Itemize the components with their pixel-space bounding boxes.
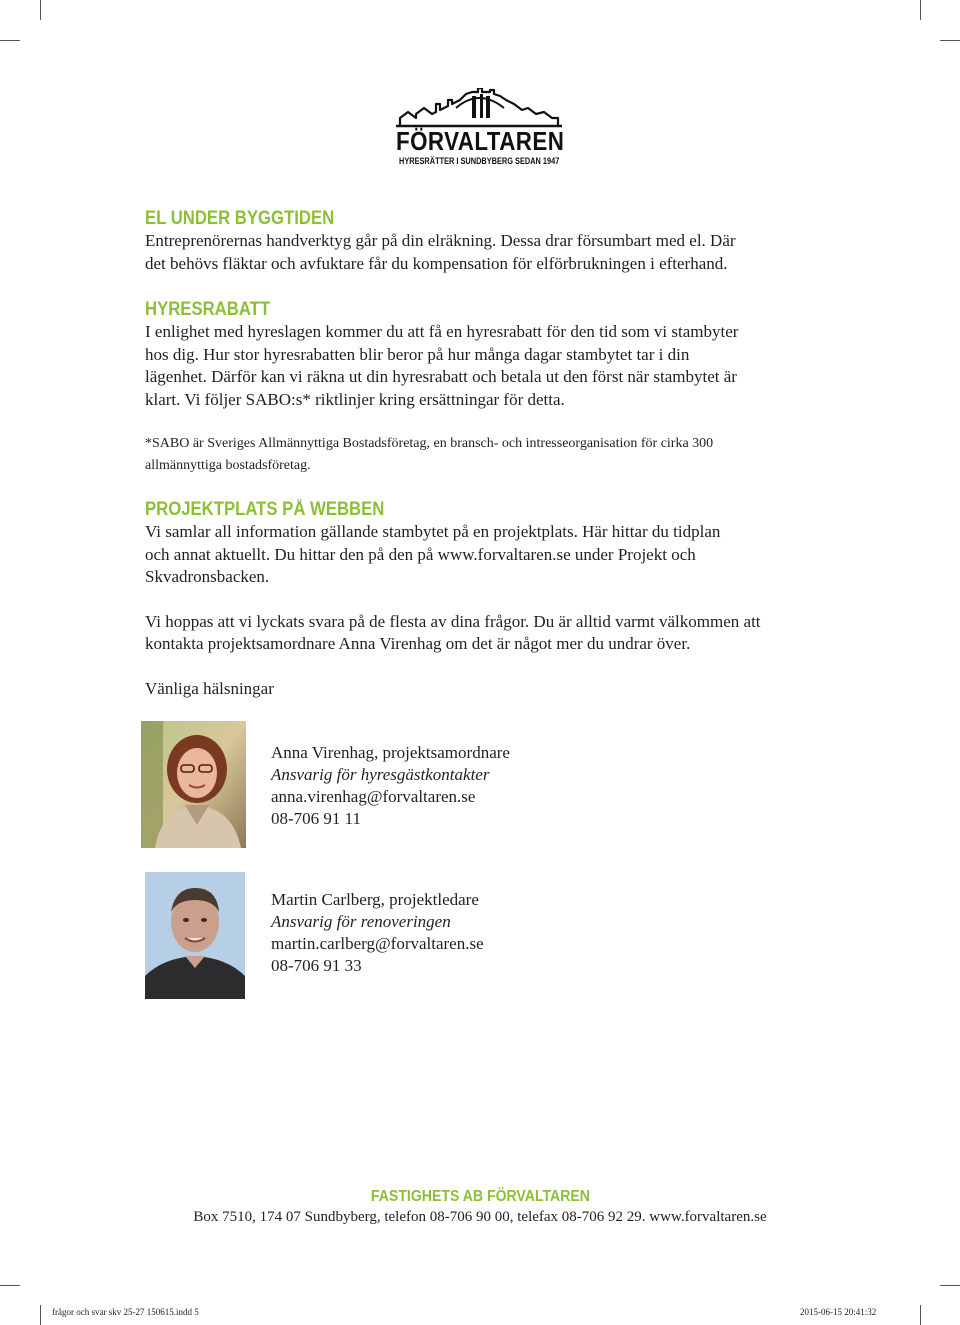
text-line: och annat aktuellt. Du hittar den på den på www.forvaltaren.se under Projekt och [145, 544, 696, 564]
print-slug-file: frågor och svar skv 25-27 150615.indd 5 [52, 1307, 199, 1317]
contact-role: Ansvarig för hyresgästkontakter [271, 765, 490, 784]
section-heading-projektplats: PROJEKTPLATS PÅ WEBBEN [145, 499, 385, 520]
portrait-photo-icon [141, 721, 246, 848]
text-line: allmännyttiga bostadsföretag. [145, 458, 311, 473]
text-line: Skvadronsbacken. [145, 567, 270, 586]
contact-details [271, 889, 484, 977]
text-line: *SABO är Sveriges Allmännyttiga Bostadsföretag, en bransch- och intresseorganisation för cirka 300 [145, 436, 714, 451]
text-line: klart. Vi följer SABO:s* riktlinjer kring ersättningar för detta. [145, 389, 565, 409]
contact-phone: 08-706 91 11 [271, 809, 362, 828]
text-line: Vi samlar all information gällande stambytet på en projektplats. Här hittar du tidplan [145, 522, 721, 541]
footer-company-name: FASTIGHETS AB FÖRVALTAREN [370, 1188, 590, 1205]
crop-mark [0, 1285, 20, 1286]
avatar [145, 872, 245, 999]
text-line: hos dig. Hur stor hyresrabatten blir beror på hur många dagar stambytet tar i din [145, 344, 690, 364]
skyline-icon [396, 88, 562, 130]
contact-details [271, 742, 510, 830]
text-line: I enlighet med hyreslagen kommer du att få en hyresrabatt för den tid som vi stambyter [145, 322, 739, 341]
crop-mark [940, 40, 960, 41]
text-line: det behövs fläktar och avfuktare får du kompensation för elförbrukningen i efterhand. [145, 253, 728, 273]
greeting: Vänliga hälsningar [145, 678, 274, 698]
crop-mark [40, 1305, 41, 1325]
footer-address: Box 7510, 174 07 Sundbyberg, telefon 08-706 90 00, telefax 08-706 92 29. www.forvaltaren.se [193, 1209, 767, 1225]
section-body-projektplats [145, 521, 825, 589]
section-body-hyresrabatt [145, 321, 825, 411]
text-line: Vi hoppas att vi lyckats svara på de flesta av dina frågor. Du är alltid varmt välkommen att [145, 611, 761, 631]
company-logo [396, 88, 565, 168]
crop-mark [0, 40, 20, 41]
text-line: lägenhet. Därför kan vi räkna ut din hyresrabatt och betala ut den först när stambytet är [145, 367, 737, 386]
crop-mark [40, 0, 41, 20]
crop-mark [920, 1305, 921, 1325]
contact-name-title: Martin Carlberg, projektledare [271, 890, 479, 909]
contact-email[interactable]: martin.carlberg@forvaltaren.se [271, 934, 484, 953]
contact-phone: 08-706 91 33 [271, 956, 362, 975]
portrait-photo-icon [145, 872, 245, 999]
closing-paragraph [145, 611, 825, 656]
text-line: kontakta projektsamordnare Anna Virenhag om det är något mer du undrar över. [145, 634, 691, 653]
section-heading-hyresrabatt: HYRESRABATT [145, 299, 271, 320]
section-heading-el: EL UNDER BYGGTIDEN [145, 208, 335, 229]
avatar [141, 721, 246, 848]
sabo-footnote [145, 433, 825, 477]
contact-email[interactable]: anna.virenhag@forvaltaren.se [271, 787, 476, 806]
text-line: Entreprenörernas handverktyg går på din elräkning. Dessa drar försumbart med el. Där [145, 231, 736, 250]
logo-wordmark: FÖRVALTAREN [396, 126, 565, 156]
logo-tagline: HYRESRÄTTER I SUNDBYBERG SEDAN 1947 [399, 156, 560, 166]
contact-role: Ansvarig för renoveringen [271, 912, 451, 931]
section-body-el [145, 230, 825, 275]
print-slug-timestamp: 2015-06-15 20:41:32 [800, 1307, 877, 1317]
crop-mark [940, 1285, 960, 1286]
page-footer [0, 1187, 960, 1227]
contact-name-title: Anna Virenhag, projektsamordnare [271, 743, 510, 762]
crop-mark [920, 0, 921, 20]
main-content [145, 208, 825, 700]
